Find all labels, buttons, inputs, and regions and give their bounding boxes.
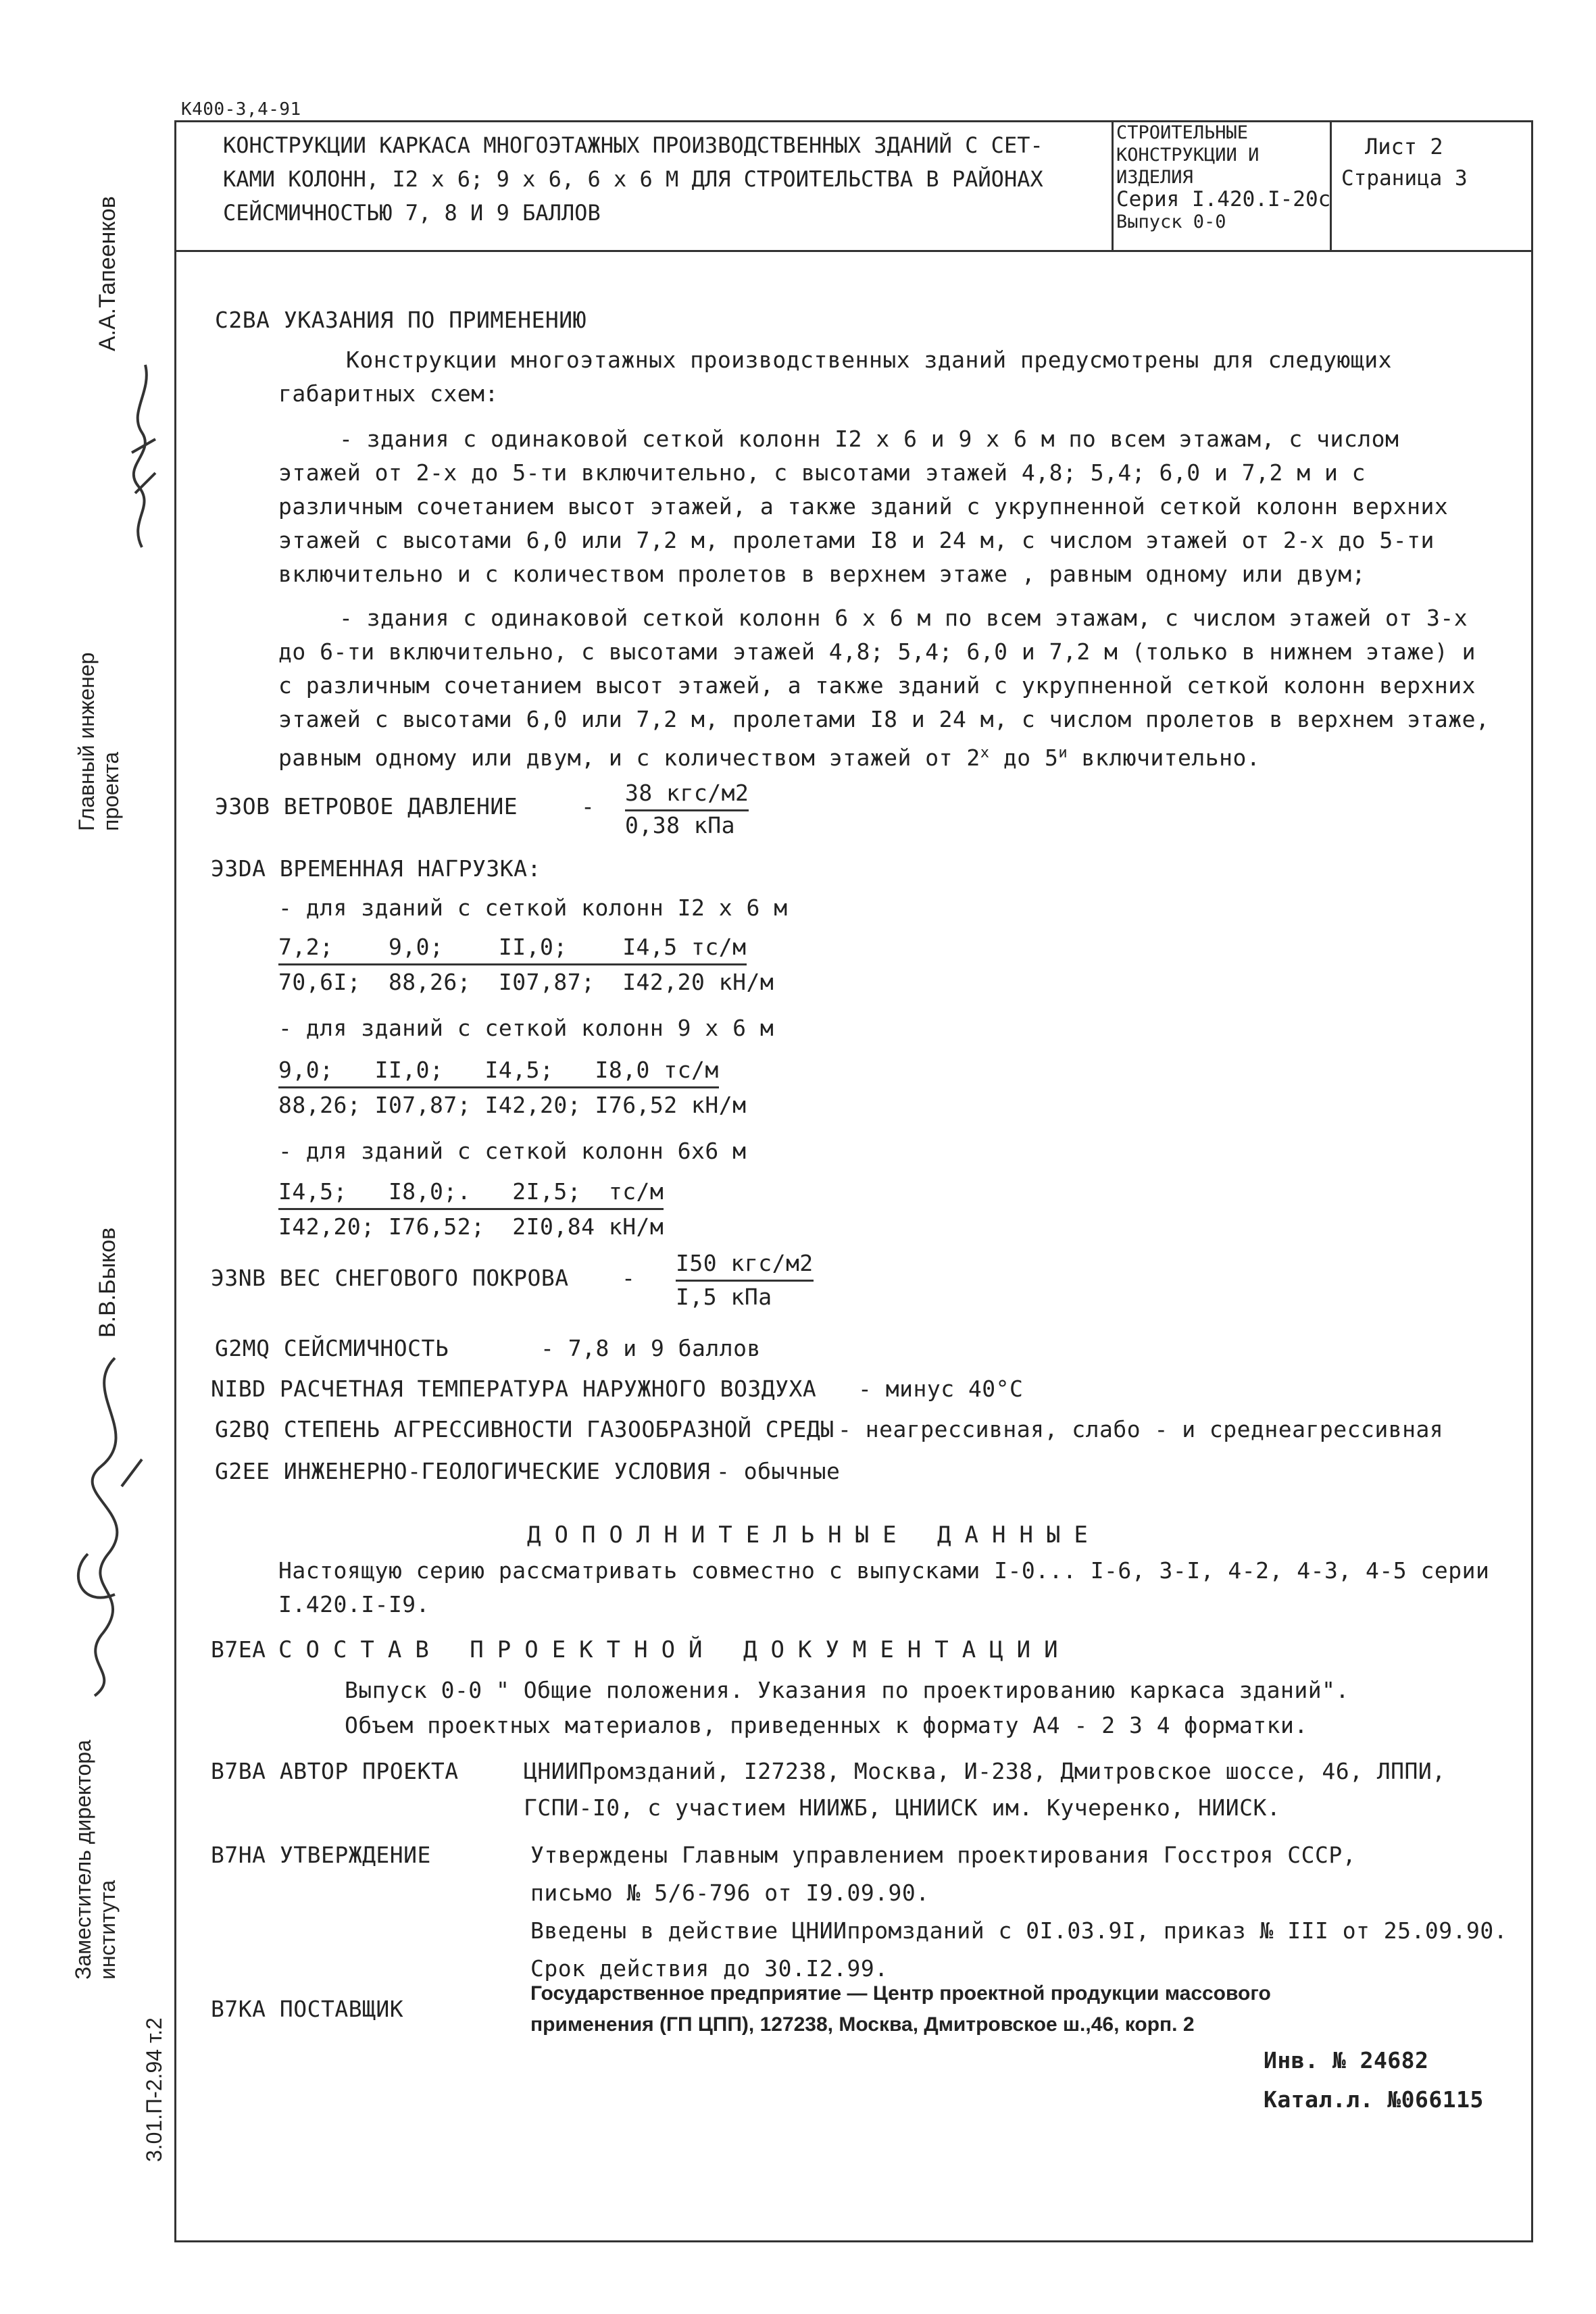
additional-heading: ДОПОЛНИТЕЛЬНЫЕ ДАННЫЕ: [527, 1521, 1101, 1549]
seismic-value: - 7,8 и 9 баллов: [541, 1335, 761, 1361]
geology-value: - обычные: [716, 1458, 841, 1484]
usage-heading: УКАЗАНИЯ ПО ПРИМЕНЕНИЮ: [283, 307, 587, 333]
usage-item-2-text: до 5: [989, 745, 1059, 771]
live-load-group-3-kn: I42,20; I76,52; 2I0,84 кН/м: [278, 1213, 664, 1240]
superscript: и: [1058, 745, 1068, 761]
usage-intro: Конструкции многоэтажных производственных зданий предусмотрены для следующих габаритных схем:: [278, 347, 1392, 407]
live-load-group-1-label: - для зданий с сеткой колонн I2 х 6 м: [278, 895, 788, 921]
live-load-group-3-label: - для зданий с сеткой колонн 6х6 м: [278, 1138, 747, 1164]
supplier-details: [530, 1978, 1271, 2040]
aggressive-code: G2BQ: [215, 1416, 270, 1442]
approval-row: [211, 1839, 431, 1871]
title-line: СЕЙСМИЧНОСТЬЮ 7, 8 И 9 БАЛЛОВ: [223, 200, 601, 226]
temperature-row: [211, 1373, 816, 1405]
superscript: х: [980, 745, 990, 761]
wind-dash: -: [581, 793, 595, 820]
supplier-line-1: Государственное предприятие — Центр проектной продукции массового: [530, 1982, 1271, 2005]
temperature-code: NIBD: [211, 1376, 266, 1402]
author-row: [211, 1755, 459, 1788]
temperature-label: РАСЧЕТНАЯ ТЕМПЕРАТУРА НАРУЖНОГО ВОЗДУХА: [279, 1376, 817, 1402]
title-block-divider: [174, 250, 1531, 252]
engineer-signature: [115, 351, 169, 554]
snow-value-kgf: I50 кгс/м2: [676, 1247, 814, 1282]
archive-number: 3.01.П-2.94 т.2: [142, 2017, 166, 2162]
wind-value-kpa: 0,38 кПа: [625, 812, 735, 838]
composition-code: В7ЕА: [211, 1636, 266, 1663]
title-line: КАМИ КОЛОНН, I2 х 6; 9 х 6, 6 х 6 М ДЛЯ СТРОИТЕЛЬСТВА В РАЙОНАХ: [223, 166, 1043, 192]
author-line-2: ГСПИ-I0, с участием НИИЖБ, ЦНИИСК им. Кучеренко, НИИСК.: [524, 1794, 1281, 1821]
approval-code: В7НА: [211, 1842, 266, 1868]
seismic-label: СЕЙСМИЧНОСТЬ: [283, 1335, 449, 1361]
additional-text: Настоящую серию рассматривать совместно с выпусками I-0... I-6, 3-I, 4-2, 4-3, 4-5 серии I.420.I-I9.: [278, 1557, 1490, 1617]
approval-line-4: Срок действия до 30.I2.99.: [530, 1955, 889, 1982]
deputy-name: В.В.Быков: [95, 1227, 120, 1338]
composition-heading: СОСТАВ ПРОЕКТНОЙ ДОКУМЕНТАЦИИ: [278, 1636, 1072, 1663]
snow-value-kpa: I,5 кПа: [676, 1284, 772, 1310]
series-line: Серия I.420.I-20с: [1116, 187, 1331, 211]
wind-code: Э3ОВ: [215, 793, 270, 820]
supplier-row: [211, 1993, 403, 2026]
live-load-group-3-tf: I4,5; I8,0;. 2I,5; тс/м: [278, 1176, 664, 1210]
approval-line-2: письмо № 5/6-796 от I9.09.90.: [530, 1880, 930, 1906]
category-line: ИЗДЕЛИЯ: [1116, 167, 1193, 188]
engineer-name: А.А.Тапеенков: [95, 196, 120, 351]
temperature-value: - минус 40°С: [858, 1376, 1024, 1402]
geology-row: [215, 1455, 710, 1488]
approval-label: УТВЕРЖДЕНИЕ: [279, 1842, 431, 1868]
live-load-group-1-kn: 70,6I; 88,26; I07,87; I42,20 кН/м: [278, 969, 774, 995]
snow-dash: -: [622, 1265, 636, 1291]
seismic-row: [215, 1332, 449, 1365]
approval-line-3: Введены в действие ЦНИИпромзданий с 0I.03.9I, приказ № III от 25.09.90.: [530, 1917, 1508, 1944]
geology-label: ИНЖЕНЕРНО-ГЕОЛОГИЧЕСКИЕ УСЛОВИЯ: [283, 1458, 711, 1484]
usage-code: С2ВА: [215, 307, 270, 333]
sheet-number: Лист 2: [1365, 134, 1443, 159]
wind-label: ВЕТРОВОЕ ДАВЛЕНИЕ: [283, 793, 518, 820]
author-label: АВТОР ПРОЕКТА: [279, 1758, 459, 1784]
approval-line-1: Утверждены Главным управлением проектирования Госстроя СССР,: [530, 1842, 1357, 1868]
usage-item-2-text: включительно.: [1068, 745, 1261, 771]
title-line: КОНСТРУКЦИИ КАРКАСА МНОГОЭТАЖНЫХ ПРОИЗВОДСТВЕННЫХ ЗДАНИЙ С СЕТ-: [223, 132, 1043, 158]
composition-line-1: Выпуск 0-0 " Общие положения. Указания по проектированию каркаса зданий".: [345, 1677, 1349, 1703]
snow-label: ВЕС СНЕГОВОГО ПОКРОВА: [279, 1265, 569, 1291]
author-code: В7ВА: [211, 1758, 266, 1784]
page-number: Страница 3: [1341, 166, 1468, 191]
supplier-label: ПОСТАВЩИК: [279, 1996, 404, 2022]
title-block-category: [1116, 122, 1330, 233]
supplier-line-2: применения (ГП ЦПП), 127238, Москва, Дмитровское ш.,46, корп. 2: [530, 2013, 1195, 2036]
author-line-1: ЦНИИПромзданий, I27238, Москва, И-238, Дмитровское шоссе, 46, ЛППИ,: [524, 1758, 1446, 1784]
document-code: К400-3,4-91: [181, 99, 301, 120]
issue-line: Выпуск 0-0: [1116, 211, 1226, 232]
title-block-title: [223, 128, 1043, 230]
geology-code: G2EE: [215, 1458, 270, 1484]
seismic-code: G2MQ: [215, 1335, 270, 1361]
supplier-code: В7КА: [211, 1996, 266, 2022]
inventory-number: Инв. № 24682: [1264, 2047, 1429, 2073]
deputy-signature: [41, 1351, 162, 1703]
usage-item-1: - здания с одинаковой сеткой колонн I2 х 6 и 9 х 6 м по всем этажам, с числом этажей от 2-х до 5-ти включительно, с высотами этажей 4,8; 5,4; 6,0 и 7,2 м и с различным сочетанием высот этажей, а также зданий с укрупненной сеткой колонн верхних этажей с высотами 6,0 или 7,2 м, пролетами I8 и 24 м, с числом этажей от 2-х до 5-ти включительно и с количеством пролетов в верхнем этаже , равным одному или двум;: [278, 426, 1449, 587]
usage-heading-row: [215, 304, 587, 336]
engineer-role: Главный инженер проекта: [74, 652, 123, 831]
usage-item-2-text: - здания с одинаковой сеткой колонн 6 х 6 м по всем этажам, с числом этажей от 3-х до 6-ти включительно, с высотами этажей 4,8; 5,4; 6,0 и 7,2 м (только в нижнем этаже) и с различным сочетанием высот этажей, а также зданий с укрупненной сеткой колонн верхних этажей с высотами 6,0 или 7,2 м, пролетами I8 и 24 м, с числом пролетов в верхнем этаже, равным одному или двум, и с количеством этажей от 2: [278, 605, 1490, 771]
wind-value-kgf: 38 кгс/м2: [625, 777, 749, 811]
snow-row: [211, 1262, 569, 1294]
live-load-label: ВРЕМЕННАЯ НАГРУЗКА:: [279, 855, 541, 882]
category-line: СТРОИТЕЛЬНЫЕ: [1116, 122, 1249, 143]
wind-row: [215, 790, 518, 823]
catalog-number: Катал.л. №066115: [1264, 2086, 1484, 2113]
live-load-group-1-tf: 7,2; 9,0; II,0; I4,5 тс/м: [278, 931, 747, 965]
deputy-role: Заместитель директора института: [71, 1740, 120, 1980]
live-load-group-2-label: - для зданий с сеткой колонн 9 х 6 м: [278, 1015, 774, 1041]
composition-line-2: Объем проектных материалов, приведенных к формату А4 - 2 3 4 форматки.: [345, 1712, 1308, 1738]
live-load-group-2-kn: 88,26; I07,87; I42,20; I76,52 кН/м: [278, 1092, 747, 1118]
aggressive-value: - неагрессивная, слабо - и среднеагрессивная: [838, 1416, 1444, 1442]
title-block-separator: [1112, 120, 1114, 250]
usage-item-2: [278, 601, 1495, 775]
aggressive-row: [215, 1413, 834, 1446]
live-load-group-2-tf: 9,0; II,0; I4,5; I8,0 тс/м: [278, 1054, 719, 1088]
category-line: КОНСТРУКЦИИ И: [1116, 145, 1260, 166]
live-load-row: [211, 853, 541, 885]
snow-code: Э3NB: [211, 1265, 266, 1291]
aggressive-label: СТЕПЕНЬ АГРЕССИВНОСТИ ГАЗООБРАЗНОЙ СРЕДЫ: [283, 1416, 834, 1442]
live-load-code: Э3DA: [211, 855, 266, 882]
